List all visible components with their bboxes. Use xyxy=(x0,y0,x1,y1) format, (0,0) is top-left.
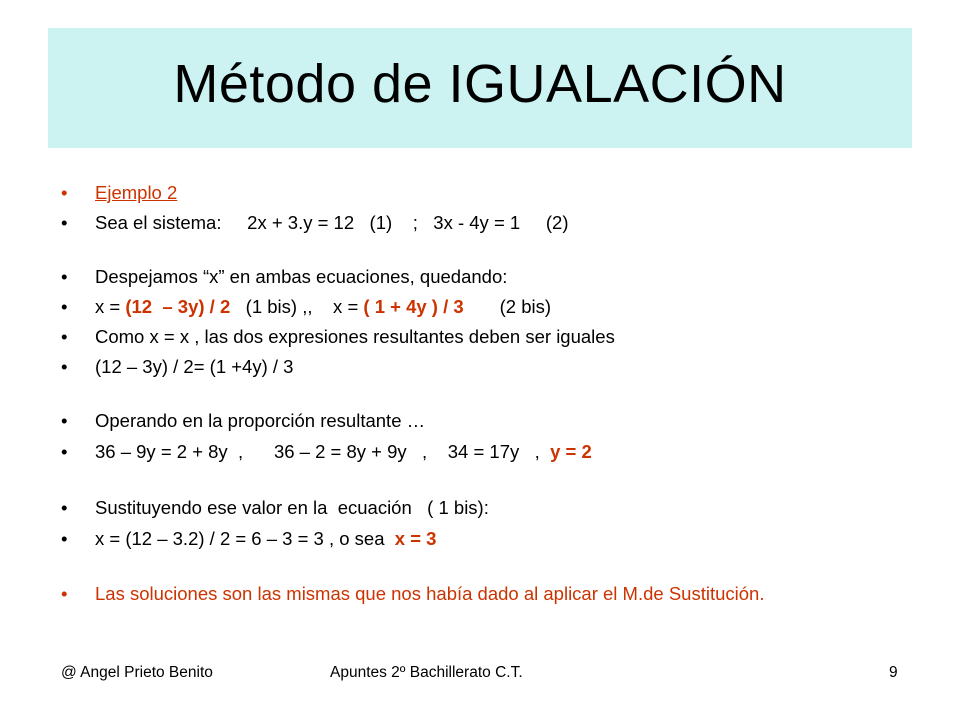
title-banner xyxy=(48,28,912,148)
solve-y-steps: 36 – 9y = 2 + 8y , 36 – 2 = 8y + 9y , 34 = 17y , xyxy=(95,441,551,462)
bullet-dot-icon: • xyxy=(61,326,68,347)
expr-middle: (1 bis) ,, x = xyxy=(230,296,364,317)
equal-text: Como x = x , las dos expresiones resultantes deben ser iguales xyxy=(95,326,615,347)
bullet-dot-icon: • xyxy=(61,410,68,431)
bullet-dot-icon: • xyxy=(61,266,68,287)
isolate-text: Despejamos “x” en ambas ecuaciones, quedando: xyxy=(95,266,508,287)
bullet-dot-icon: • xyxy=(61,441,68,462)
bullet-dot-icon: • xyxy=(61,497,68,518)
bullet-dot-icon: • xyxy=(61,182,68,203)
solve-y-line xyxy=(95,441,592,463)
solve-x-line xyxy=(95,528,436,550)
footer-author: @ Angel Prieto Benito xyxy=(61,664,213,681)
bullet-dot-icon: • xyxy=(61,583,68,604)
footer-page-number: 9 xyxy=(889,664,898,681)
x-result: x = 3 xyxy=(394,528,437,549)
example-label: Ejemplo 2 xyxy=(95,182,178,203)
slide-title: Método de IGUALACIÓN xyxy=(173,54,787,114)
footer-course: Apuntes 2º Bachillerato C.T. xyxy=(330,664,523,681)
bullet-dot-icon: • xyxy=(61,356,68,377)
solve-x-steps: x = (12 – 3.2) / 2 = 6 – 3 = 3 , o sea xyxy=(95,528,395,549)
proportion-equation: (12 – 3y) / 2= (1 +4y) / 3 xyxy=(95,356,294,377)
bullet-dot-icon: • xyxy=(61,212,68,233)
expr-suffix: (2 bis) xyxy=(463,296,552,317)
expr-2bis: ( 1 + 4y ) / 3 xyxy=(363,296,464,317)
bullet-dot-icon: • xyxy=(61,528,68,549)
substitute-text: Sustituyendo ese valor en la ecuación ( 1 bis): xyxy=(95,497,489,518)
system-equations: Sea el sistema: 2x + 3.y = 12 (1) ; 3x - 4y = 1 (2) xyxy=(95,212,569,233)
operating-text: Operando en la proporción resultante … xyxy=(95,410,426,431)
expressions-line xyxy=(95,296,551,318)
expr-prefix: x = xyxy=(95,296,126,317)
y-result: y = 2 xyxy=(550,441,592,462)
conclusion-text: Las soluciones son las mismas que nos había dado al aplicar el M.de Sustitución. xyxy=(95,583,765,604)
expr-1bis: (12 – 3y) / 2 xyxy=(125,296,231,317)
bullet-dot-icon: • xyxy=(61,296,68,317)
